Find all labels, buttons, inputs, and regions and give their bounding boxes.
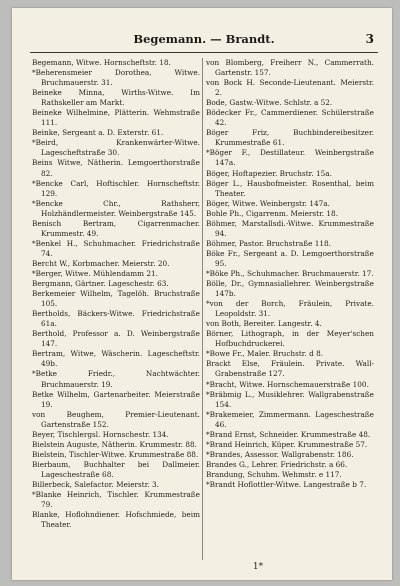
directory-entry: Bertholds, Bäckers-Witwe. Friedrichstraße 61a. [32,309,200,329]
directory-entry: von Blomberg, Freiherr N., Cammerrath. Gartenstr. 157. [206,58,374,78]
directory-entry: Brandes G., Lehrer. Friedrichstr. a 66. [206,459,348,469]
directory-entry: Böger L., Hausbofmeister. Rosenthal, beim Theater. [206,178,374,198]
directory-entry: von Both, Bereiter. Langestr. 4. [206,319,322,329]
directory-entry: Bölle, Dr., Gymnasiallehrer. Weinbergstraße 147b. [206,279,374,299]
directory-entry: Brackt Else, Fräulein. Private. Wall-Grabenstraße 127. [206,359,374,379]
directory-entry: Berkemeier Wilhelm, Tagelöh. Bruchstraße 105. [32,289,200,309]
directory-entry: Bielstein, Tischler-Witwe. Krummestraße 88. [32,449,199,459]
signature-mark: 1* [252,562,264,572]
directory-entry: Beineke Minna, Wirths-Witwe. Im Rathskeller am Markt. [32,88,200,108]
directory-entry: von Bock H. Seconde-Lieutenant. Meierstr. 2. [206,78,374,98]
directory-entry: *Böger F., Destillateur. Weinbergstraße 147a. [206,148,374,168]
directory-entry: Bode, Gastw.-Witwe. Schlstr. a 52. [206,98,333,108]
directory-entry: *Bracht, Witwe. Hornschemauerstraße 100. [206,379,369,389]
directory-entry: Böger, Hoftapezier. Bruchstr. 15a. [206,168,332,178]
directory-entry: Billerbeck, Salefactor. Meierstr. 3. [32,479,159,489]
directory-entry: *Brakemeier, Zimmermann. Lageschestraße 46. [206,409,374,429]
directory-entry: Beyer, Tischlergsl. Hornschestr. 134. [32,429,169,439]
directory-entry: Brandung, Schuhm. Wehmstr. e 117. [206,469,342,479]
page-header [30,32,378,52]
directory-entry: *Böke Ph., Schuhmacher. Bruchmauerstr. 17. [206,268,374,278]
directory-entry: Betke Wilhelm, Gartenarbeiter. Meierstraße 19. [32,389,200,409]
directory-entry: Börner, Lithograph, in der Meyer'schen Hofbuchdruckerei. [206,329,374,349]
directory-entry: Böger Friz, Buchbindereibesitzer. Krummestraße 61. [206,128,374,148]
document-page [12,8,392,580]
directory-entry: Begemann, Witwe. Hornscheftstr. 18. [32,58,171,67]
column-divider [202,58,203,560]
directory-entry: *Bräbmig L., Musiklehrer. Wallgrabenstraße 154. [206,389,374,409]
directory-entry: *Bencke Carl, Hoftischler. Hornscheftstr. 129. [32,178,200,198]
directory-entry: Bertram, Witwe, Wäscherin. Lagescheftstr. 49b. [32,349,200,369]
page-number: 3 [365,32,374,46]
directory-entry: *Brand Heinrich, Küper. Krummestraße 57. [206,439,368,449]
directory-entry: Blanke, Hoflohndiener. Hofschmiede, beim Theater. [32,510,200,530]
directory-entry: *Brandes, Assessor. Wallgrabenstr. 186. [206,449,354,459]
directory-entry: Bielstein Auguste, Nätherin. Krummestr. 88. [32,439,197,449]
printer-signature [12,562,392,572]
directory-entry: Böhmer, Marstallsdi.-Witwe. Krummestraße 94. [206,218,374,238]
header-rule [30,52,378,53]
directory-entry: Bercht W., Korbmacher. Meierstr. 20. [32,258,170,268]
directory-entry: *Beird, Krankenwärter-Witwe. Lagescheftstraße 30. [32,138,200,158]
directory-entry: Böhmer, Pastor. Bruchstraße 118. [206,238,331,248]
directory-entry: *Brandt Hoflottler-Witwe. Langestraße b 7. [206,479,367,489]
left-column [32,58,200,530]
directory-entry: Bierbaum, Buchhalter bei Dallmeier. Lageschestraße 68. [32,459,200,479]
directory-entry: Benisch Bertram, Cigarrenmacher. Krummestr. 49. [32,218,200,238]
directory-entry: Beineke Wilhelmine, Plätterin. Wehmstraße 111. [32,108,200,128]
directory-entry: Böke Fr., Sergeant a. D. Lemgoerthorstraße 95. [206,248,374,268]
directory-entry: *Betke Friedr., Nachtwächter. Bruchmauerstr. 19. [32,369,200,389]
directory-entry: Berthold, Professor a. D. Weinbergstraße 147. [32,329,200,349]
directory-entry: *Brand Ernst, Schneider. Krummestraße 48. [206,429,371,439]
running-title: Begemann. — Brandt. [133,32,275,46]
directory-entry: *Beherensmeier Dorothea, Witwe. Bruchmauerstr. 31. [32,68,200,88]
directory-entry: von Beughem, Premier-Lieutenant. Gartenstraße 152. [32,409,200,429]
directory-entry: *Berger, Witwe. Mühlendamm 21. [32,268,158,278]
directory-entry: Böger, Witwe. Weinbergstr. 147a. [206,198,330,208]
directory-entry: *Bencke Chr., Rathsherr, Holzhändlermeister. Weinbergstraße 145. [32,198,200,218]
directory-entry: *von der Borch, Fräulein, Private. Leopoldstr. 31. [206,299,374,319]
directory-entry: Beins Witwe, Nätherin. Lemgoerthorstraße 82. [32,158,200,178]
directory-entry: Bödecker Fr., Cammerdiener. Schülerstraße 42. [206,108,374,128]
directory-entry: *Benkel H., Schuhmacher. Friedrichstraße 74. [32,238,200,258]
directory-entry: *Bowe Fr., Maler. Bruchstr. d 8. [206,349,324,359]
directory-entry: Bohle Ph., Cigarrenm. Meierstr. 18. [206,208,339,218]
directory-entry: Beinke, Sergeant a. D. Exterstr. 61. [32,128,164,138]
right-column [206,58,374,490]
directory-entry: *Blanke Heinrich, Tischler. Krummestraße 79. [32,490,200,510]
directory-entry: Bergmann, Gärtner. Lageschestr. 63. [32,279,169,289]
